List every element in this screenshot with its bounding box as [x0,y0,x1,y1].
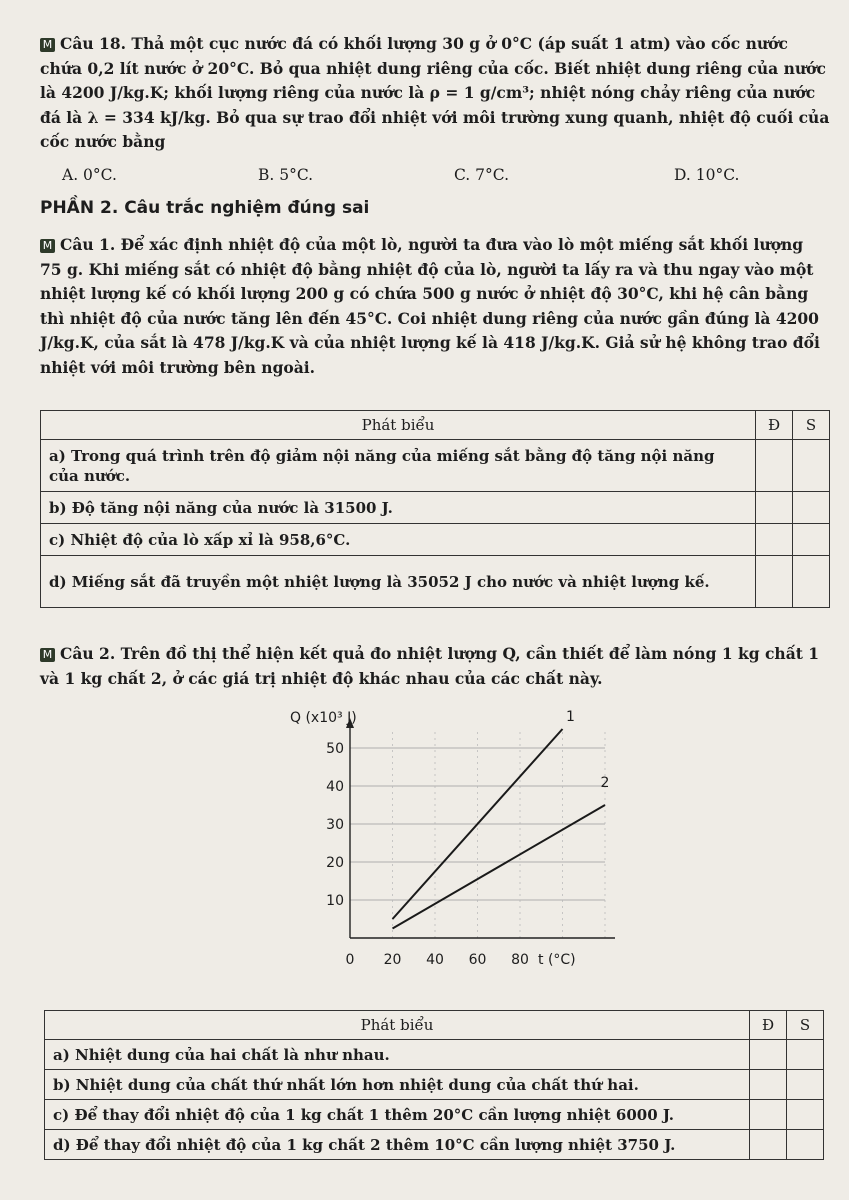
option-c: C. 7°C. [454,166,510,184]
y-tick-label: 10 [326,893,344,909]
answer-true-box[interactable] [750,1130,787,1160]
statement-d: d) Miếng sắt đã truyền một nhiệt lượng là 35052 J cho nước và nhiệt lượng kế. [41,556,756,608]
answer-false-box[interactable] [787,1100,824,1130]
statement-c: c) Để thay đổi nhiệt độ của 1 kg chất 1 thêm 20°C cần lượng nhiệt 6000 J. [45,1100,750,1130]
answer-false-box[interactable] [793,492,830,524]
header-false: S [787,1011,824,1040]
question-18 [40,32,830,155]
answer-true-box[interactable] [756,440,793,492]
y-tick-label: 50 [326,741,344,757]
answer-true-box[interactable] [756,556,793,608]
badge-icon: M [40,648,55,662]
answer-false-box[interactable] [793,440,830,492]
statement-a: a) Nhiệt dung của hai chất là như nhau. [45,1040,750,1070]
option-d: D. 10°C. [674,166,740,184]
statement-b: b) Độ tăng nội năng của nước là 31500 J. [41,492,756,524]
answer-true-box[interactable] [756,524,793,556]
question-1-text: Câu 1. Để xác định nhiệt độ của một lò, người ta đưa vào lò một miếng sắt khối lượng 75 g. Khi miếng sắt có nhiệt độ bằng nhiệt độ của lò, người ta lấy ra và thu ngay vào một nhiệt lượng kế có khối lượng 200 g có chứa 500 g nước ở nhiệt độ 30°C, khi hệ cân bằng thì nhiệt độ của nước tăng lên đến 45°C. Coi nhiệt dung riêng của nước gần đúng là 4200 J/kg.K, của sắt là 478 J/kg.K và của nhiệt lượng kế là 418 J/kg.K. Giả sử hệ không trao đổi nhiệt với môi trường bên ngoài. [40,235,820,377]
answer-true-box[interactable] [750,1100,787,1130]
table-row [41,440,830,492]
answer-false-box[interactable] [787,1070,824,1100]
badge-icon: M [40,239,55,253]
heat-chart [280,700,620,985]
answer-false-box[interactable] [787,1130,824,1160]
x-tick-label: 60 [468,952,487,968]
table-row [45,1040,824,1070]
section-title: PHẦN 2. Câu trắc nghiệm đúng sai [40,198,370,218]
table-row [45,1070,824,1100]
answer-false-box[interactable] [793,556,830,608]
x-tick-label: 40 [426,952,444,968]
answer-false-box[interactable] [787,1040,824,1070]
question-2-table [44,1010,824,1160]
y-tick-label: 30 [326,817,344,833]
statement-d: d) Để thay đổi nhiệt độ của 1 kg chất 2 thêm 10°C cần lượng nhiệt 3750 J. [45,1130,750,1160]
answer-true-box[interactable] [750,1040,787,1070]
series-label-1: 1 [566,709,575,725]
option-a: A. 0°C. [62,166,117,184]
series-line-2 [393,805,606,929]
table-row [45,1130,824,1160]
statement-a: a) Trong quá trình trên độ giảm nội năng của miếng sắt bằng độ tăng nội năng của nước. [41,440,756,492]
question-18-text: Câu 18. Thả một cục nước đá có khối lượng 30 g ở 0°C (áp suất 1 atm) vào cốc nước chứa 0,2 lít nước ở 20°C. Bỏ qua nhiệt dung riêng của cốc. Biết nhiệt dung riêng của nước là 4200 J/kg.K; khối lượng riêng của nước là ρ = 1 g/cm³; nhiệt nóng chảy riêng của nước đá là λ = 334 kJ/kg. Bỏ qua sự trao đổi nhiệt với môi trường xung quanh, nhiệt độ cuối của cốc nước bằng [40,34,830,151]
answer-false-box[interactable] [793,524,830,556]
table-header-row [41,411,830,440]
y-tick-label: 40 [326,779,344,795]
table-row [41,492,830,524]
table-row [41,524,830,556]
y-axis-label: Q (x10³ J) [290,710,357,726]
x-tick-label: 20 [383,952,402,968]
x-tick-label: 0 [345,952,355,968]
table-row [45,1100,824,1130]
header-false: S [793,411,830,440]
badge-icon: M [40,38,55,52]
question-18-options [62,166,822,190]
question-2 [40,642,830,691]
question-2-text: Câu 2. Trên đồ thị thể hiện kết quả đo nhiệt lượng Q, cần thiết để làm nóng 1 kg chất 1 và 1 kg chất 2, ở các giá trị nhiệt độ khác nhau của các chất này. [40,644,820,688]
answer-true-box[interactable] [750,1070,787,1100]
question-1 [40,233,830,380]
option-b: B. 5°C. [258,166,314,184]
table-row [41,556,830,608]
header-statement: Phát biểu [41,411,756,440]
statement-b: b) Nhiệt dung của chất thứ nhất lớn hơn nhiệt dung của chất thứ hai. [45,1070,750,1100]
y-tick-label: 20 [326,855,344,871]
table-header-row [45,1011,824,1040]
series-label-2: 2 [600,775,610,791]
statement-c: c) Nhiệt độ của lò xấp xỉ là 958,6°C. [41,524,756,556]
header-true: Đ [756,411,793,440]
question-1-table [40,410,830,608]
x-axis-label: t (°C) [538,952,576,968]
x-tick-label: 80 [511,952,529,968]
header-true: Đ [750,1011,787,1040]
answer-true-box[interactable] [756,492,793,524]
header-statement: Phát biểu [45,1011,750,1040]
